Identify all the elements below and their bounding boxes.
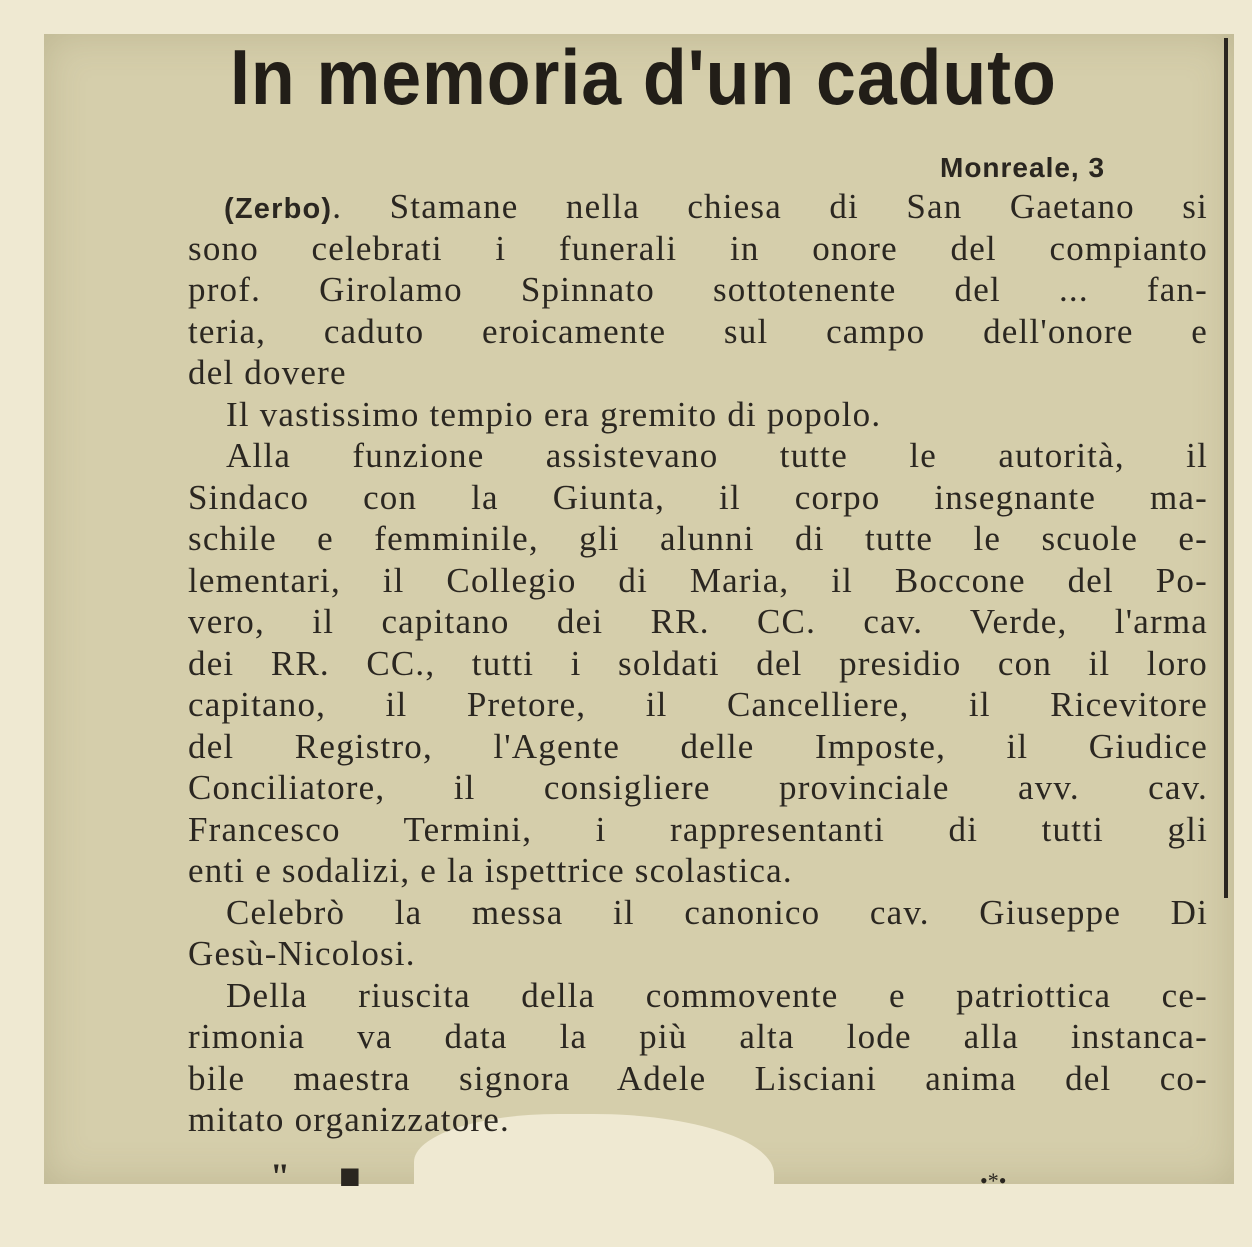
article-line — [188, 435, 1208, 477]
dateline: Monreale, 3 — [940, 152, 1106, 183]
byline: (Zerbo) — [224, 193, 333, 225]
line-text: rimonia va data la più alta lode alla instanca- — [188, 1017, 1208, 1056]
article-line — [188, 228, 1208, 270]
article-line — [188, 311, 1208, 353]
article-line — [188, 809, 1208, 851]
article-line — [188, 186, 1208, 228]
article-line — [188, 892, 1208, 934]
line-text: enti e sodalizi, e la ispettrice scolastica. — [188, 851, 793, 890]
line-text: Sindaco con la Giunta, il corpo insegnante ma- — [188, 477, 1208, 517]
article-line — [188, 394, 1208, 436]
line-text: dei RR. CC., tutti i soldati del presidio con il loro — [188, 643, 1208, 683]
print-marks-right: •*• — [980, 1168, 1007, 1193]
article-body — [188, 186, 1208, 1141]
line-text: Alla funzione assistevano tutte le autorità, il — [226, 436, 1208, 475]
line-text: sono celebrati i funerali in onore del compianto — [188, 228, 1208, 268]
line-text: prof. Girolamo Spinnato sottotenente del ... fan- — [188, 270, 1208, 309]
article-line — [188, 975, 1208, 1017]
article-line — [188, 933, 1208, 975]
article-line — [188, 684, 1208, 726]
article-line — [188, 601, 1208, 643]
article-line — [188, 643, 1208, 685]
line-text: schile e femminile, gli alunni di tutte le scuole e- — [188, 519, 1208, 558]
column-rule — [1224, 38, 1228, 898]
article-line — [188, 1016, 1208, 1058]
article-line — [188, 1058, 1208, 1100]
article-line — [188, 518, 1208, 560]
line-text: Della riuscita della commovente e patriottica ce- — [226, 975, 1208, 1015]
line-text: Conciliatore, il consigliere provinciale avv. cav. — [188, 768, 1208, 807]
line-text: Gesù-Nicolosi. — [188, 934, 416, 973]
print-marks: " ■ — [270, 1156, 381, 1196]
line-text: del Registro, l'Agente delle Imposte, il Giudice — [188, 726, 1208, 766]
article-line — [188, 560, 1208, 602]
line-text: lementari, il Collegio di Maria, il Boccone del Po- — [188, 560, 1208, 600]
line-text: vero, il capitano dei RR. CC. cav. Verde, l'arma — [188, 602, 1208, 641]
line-text: . Stamane nella chiesa di San Gaetano si — [332, 187, 1208, 226]
line-text: mitato organizzatore. — [188, 1100, 510, 1139]
article-line — [188, 1099, 1208, 1141]
line-text: Francesco Termini, i rappresentanti di tutti gli — [188, 809, 1208, 849]
line-text: Celebrò la messa il canonico cav. Giuseppe Di — [226, 892, 1208, 932]
line-text: del dovere — [188, 353, 347, 392]
article-line — [188, 726, 1208, 768]
article-line — [188, 477, 1208, 519]
line-text: capitano, il Pretore, il Cancelliere, il Ricevitore — [188, 685, 1208, 724]
article-line — [188, 269, 1208, 311]
headline: In memoria d'un caduto — [230, 33, 1057, 121]
line-text: Il vastissimo tempio era gremito di popolo. — [226, 394, 882, 434]
line-text: bile maestra signora Adele Lisciani anima del co- — [188, 1058, 1208, 1098]
line-text: teria, caduto eroicamente sul campo dell'onore e — [188, 311, 1208, 351]
article-line — [188, 352, 1208, 394]
article-line — [188, 767, 1208, 809]
article-line — [188, 850, 1208, 892]
